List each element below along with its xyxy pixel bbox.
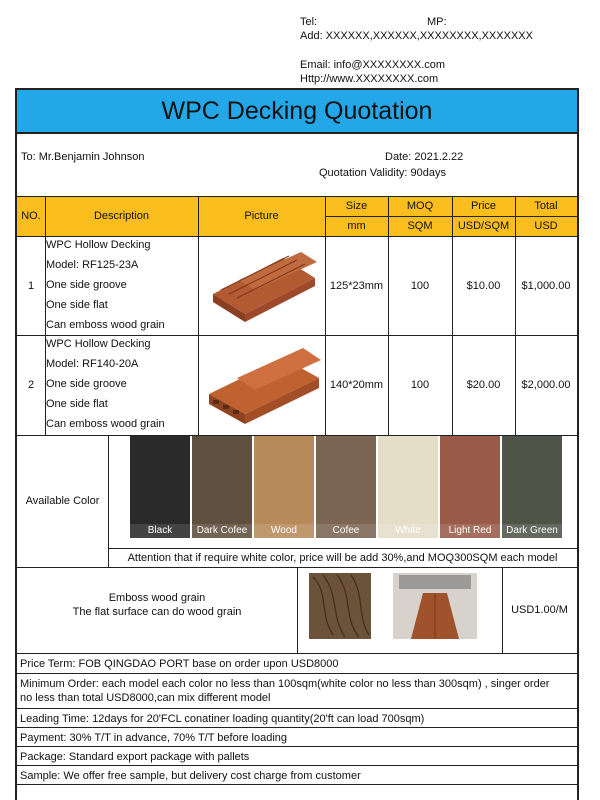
address-line: Add: XXXXXX,XXXXXX,XXXXXXXX,XXXXXXX	[300, 30, 533, 42]
col-price-header: Price	[470, 200, 497, 212]
emboss-grain-image	[309, 573, 371, 639]
emboss-price: USD1.00/M	[511, 604, 568, 616]
row2-desc-line2: Model: RF140-20A	[46, 358, 139, 370]
tel-label: Tel:	[300, 16, 318, 28]
page-title: WPC Decking Quotation	[17, 90, 577, 134]
row1-price: $10.00	[466, 279, 501, 292]
white-color-attention: Attention that if require white color, price will be add 30%,and MOQ300SQM each model	[127, 551, 558, 564]
swatch-black[interactable]	[130, 436, 190, 538]
swatch-cofee[interactable]	[316, 436, 376, 538]
row1-desc-line3: One side groove	[46, 279, 127, 291]
row2-desc-line1: WPC Hollow Decking	[46, 338, 151, 350]
row2-total: $2,000.00	[521, 379, 571, 391]
sample-term: Sample: We offer free sample, but delivery cost charge from customer	[20, 770, 361, 782]
swatch-black-label: Black	[130, 524, 190, 538]
col-total-header: Total	[534, 200, 558, 212]
factory-production-image	[393, 573, 477, 639]
decking-rf140-image	[207, 348, 323, 424]
row2-desc-line5: Can emboss wood grain	[46, 418, 165, 430]
row2-size: 140*20mm	[329, 379, 384, 391]
price-term: Price Term: FOB QINGDAO PORT base on order upon USD8000	[20, 658, 339, 670]
row1-no: 1	[27, 279, 35, 292]
swatch-light-red-label: Light Red	[440, 524, 500, 538]
emboss-line1: Emboss wood grain	[108, 592, 206, 604]
swatch-dark-green-label: Dark Green	[502, 524, 562, 538]
col-no-header: NO.	[21, 210, 41, 222]
row1-desc-line5: Can emboss wood grain	[46, 319, 165, 331]
swatch-light-red[interactable]	[440, 436, 500, 538]
row1-desc-line1: WPC Hollow Decking	[46, 239, 151, 251]
row1-desc-line2: Model: RF125-23A	[46, 259, 139, 271]
col-price-unit: USD/SQM	[457, 220, 510, 232]
swatch-dark-cofee[interactable]	[192, 436, 252, 538]
row2-moq: 100	[410, 379, 430, 391]
swatch-dark-cofee-label: Dark Cofee	[192, 524, 252, 538]
row2-desc-line4: One side flat	[46, 398, 108, 410]
row1-moq: 100	[410, 279, 430, 292]
package-term: Package: Standard export package with pallets	[20, 751, 250, 763]
quotation-validity: Quotation Validity: 90days	[319, 167, 446, 179]
recipient: To: Mr.Benjamin Johnson	[21, 151, 145, 163]
quotation-sheet	[15, 88, 579, 800]
row2-price: $20.00	[466, 379, 501, 391]
swatch-dark-green[interactable]	[502, 436, 562, 538]
col-size-unit: mm	[347, 220, 366, 232]
swatch-cofee-label: Cofee	[316, 524, 376, 538]
swatch-white[interactable]	[378, 436, 438, 538]
minimum-order-line2: no less than total USD8000,can mix different model	[20, 692, 271, 704]
swatch-wood[interactable]	[254, 436, 314, 538]
col-size-header: Size	[345, 200, 368, 212]
row2-no: 2	[27, 379, 35, 391]
col-total-unit: USD	[534, 220, 558, 232]
quotation-date: Date: 2021.2.22	[385, 151, 464, 163]
row1-size: 125*23mm	[329, 279, 384, 292]
mp-label: MP:	[427, 16, 447, 28]
emboss-line2: The flat surface can do wood grain	[72, 606, 242, 618]
swatch-white-label: White	[378, 524, 438, 538]
website-line[interactable]: Http://www.XXXXXXXX.com	[300, 73, 439, 85]
available-color-label: Available Color	[25, 495, 100, 507]
decking-rf125-image	[211, 250, 319, 322]
row1-desc-line4: One side flat	[46, 299, 108, 311]
row2-desc-line3: One side groove	[46, 378, 127, 390]
swatch-wood-label: Wood	[254, 524, 314, 538]
col-moq-header: MOQ	[406, 200, 434, 212]
payment-term: Payment: 30% T/T in advance, 70% T/T before loading	[20, 732, 288, 744]
leading-time: Leading Time: 12days for 20'FCL conatiner loading quantity(20'ft can load 700sqm)	[20, 713, 425, 725]
col-description-header: Description	[93, 210, 150, 222]
minimum-order-line1: Minimum Order: each model each color no less than 100sqm(white color no less than 300sqm) , singer order	[20, 678, 550, 690]
email-line[interactable]: Email: info@XXXXXXXX.com	[300, 59, 446, 71]
col-picture-header: Picture	[244, 210, 279, 222]
row1-total: $1,000.00	[521, 279, 571, 292]
col-moq-unit: SQM	[407, 220, 433, 232]
